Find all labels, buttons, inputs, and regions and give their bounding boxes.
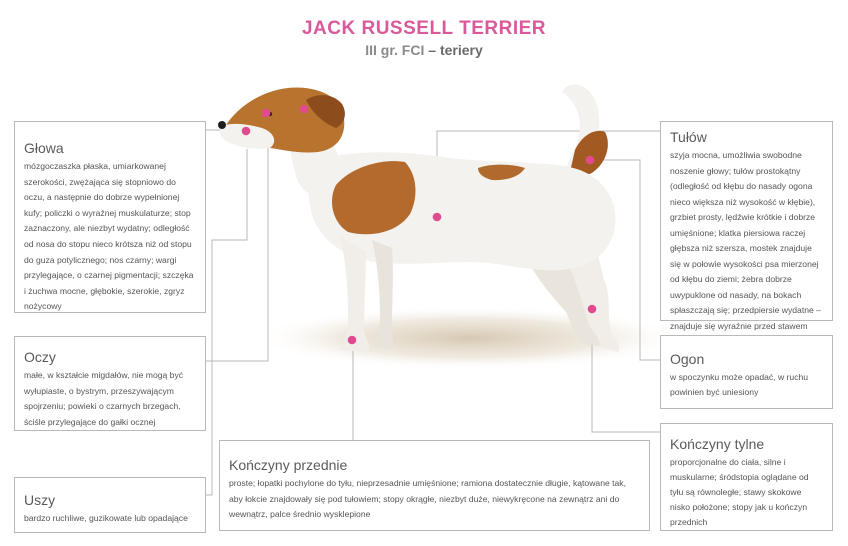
section-oczy: [14, 336, 206, 431]
section-glowa: [14, 121, 206, 313]
section-text: małe, w kształcie migdałów, nie mogą być wyłupiaste, o bystrym, przeszywającym spojrzeniu; powieki o czarnych brzegach, ściśle przylegające do gałki ocznej: [24, 370, 184, 427]
marker-uszy: [300, 105, 309, 114]
ground-shadow: [255, 306, 685, 370]
section-title: Uszy: [24, 492, 56, 508]
marker-konczyny-przednie: [348, 336, 357, 345]
section-title: Ogon: [670, 351, 705, 367]
section-title: Tułów: [670, 129, 707, 145]
marker-glowa: [242, 127, 251, 136]
page-title: JACK RUSSELL TERRIER: [301, 18, 546, 39]
line-oczy: [206, 133, 268, 361]
breed-type: teriery: [439, 42, 483, 58]
section-title: Głowa: [24, 140, 64, 156]
section-konczyny-tylne: [660, 423, 833, 531]
marker-oczy: [262, 109, 271, 118]
section-text: w spoczynku może opadać, w ruchu powinien być uniesiony: [670, 372, 809, 397]
subtitle-dash: –: [424, 42, 440, 58]
marker-tulow: [433, 213, 442, 222]
section-tulow: [660, 121, 833, 331]
section-text: mózgoczaszka płaska, umiarkowanej szerokości, zwężająca się stopniowo do oczu, a następnie do dobrze wypełnionej kufy; policzki o wyraźnej muskulaturze; stop zaznaczony, ale niezbyt wydatny; odległość od nosa do stopu nieco krótsza niż od stopu do guza potylicznego; nos czarny; wargi przylegające, o czarnej pigmentacji; szczęka i żuchwa mocne, głębokie, szerokie, zgryz nożycowy: [24, 161, 194, 312]
section-text: bardzo ruchliwe, guzikowate lub opadające: [24, 513, 188, 523]
section-title: Kończyny przednie: [229, 457, 348, 473]
section-text: proste; łopatki pochylone do tyłu, nieprzesadnie umięśnione; ramiona dostatecznie długie, kątowane tak, aby łokcie znajdowały się pod tułowiem; stopy okrągłe, niezbyt duże, niewykręcone na zewnątrz ani do wewnątrz, palce średnio wysklepione: [229, 478, 626, 520]
section-title: Kończyny tylne: [670, 436, 765, 452]
section-text: proporcjonalne do ciała, silne i muskularne; śródstopia oglądane od tyłu są równoległe; stawy skokowe nisko położone; stopy jak u kończyn przednich: [670, 457, 809, 527]
section-text: szyja mocna, umożliwia swobodne noszenie głowy; tułów prostokątny (odległość od kłębu do nasady ogona nieco większa niż wysokość w kłębie), grzbiet prosty, lędźwie krótkie i dobrze umięśnione; klatka piersiowa raczej głębsza niż szersza, mostek znajduje się w połowie wysokości psa mierzonej od kłębu do ziemi; żebra dobrze uwypuklone od nasady, na bokach spłaszczają się; przedpiersie wydatne – znajduje się wyraźnie przed stawem: [670, 150, 821, 331]
section-konczyny-przednie: [219, 440, 650, 531]
section-uszy: [14, 477, 206, 533]
section-ogon: [660, 335, 833, 409]
fci-group: III gr. FCI: [365, 42, 425, 58]
marker-ogon: [586, 156, 595, 165]
section-title: Oczy: [24, 349, 56, 365]
marker-konczyny-tylne: [588, 305, 597, 314]
